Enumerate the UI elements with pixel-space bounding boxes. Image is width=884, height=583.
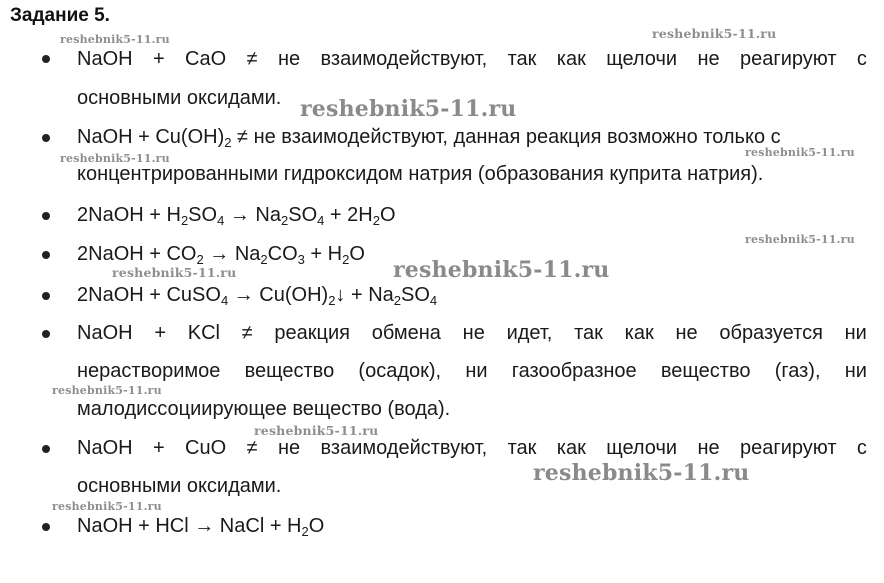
formula-part: O	[379, 204, 396, 226]
word: как	[556, 48, 586, 70]
item-6-line-2	[77, 359, 867, 383]
word: KCl	[187, 322, 220, 344]
word: образуется	[719, 322, 823, 344]
formula-part: → Cu(OH)	[228, 284, 329, 306]
word: с	[856, 48, 867, 70]
word: NaOH	[77, 322, 133, 344]
item-6-line-3: малодиссоциирующее вещество (вода).	[77, 398, 451, 420]
word: не	[675, 322, 698, 344]
subscript: 2	[393, 293, 402, 308]
item-7-line-2: основными оксидами.	[77, 475, 282, 497]
subscript: 2	[224, 135, 232, 150]
word: не	[697, 48, 720, 70]
subscript: 2	[196, 252, 204, 267]
item-1-line-1	[77, 47, 867, 71]
watermark: reshebnik5-11.ru	[745, 233, 855, 246]
word: не	[462, 322, 485, 344]
word: CaO	[185, 48, 227, 70]
word: (осадок),	[358, 360, 442, 382]
word: не	[697, 437, 720, 459]
word: ≠	[246, 437, 258, 459]
subscript: 2	[372, 213, 380, 228]
bullet	[42, 212, 50, 220]
watermark: reshebnik5-11.ru	[652, 26, 777, 41]
word: реагируют	[740, 48, 837, 70]
subscript: 2	[342, 252, 350, 267]
formula-part: O	[308, 515, 325, 537]
bullet	[42, 251, 50, 259]
item-5-equation	[77, 283, 437, 307]
formula-part: SO	[401, 284, 430, 306]
subscript: 4	[317, 213, 325, 228]
watermark: reshebnik5-11.ru	[254, 423, 379, 438]
subscript: 3	[297, 252, 305, 267]
word: ни	[844, 360, 867, 382]
word: +	[152, 437, 165, 459]
item-8-equation	[77, 514, 324, 538]
word: ≠	[241, 322, 253, 344]
subscript: 2	[281, 213, 289, 228]
word: как	[624, 322, 654, 344]
subscript: 2	[328, 293, 336, 308]
word: обмена	[371, 322, 441, 344]
bullet	[42, 523, 50, 531]
bullet	[42, 445, 50, 453]
subscript: 2	[180, 213, 189, 228]
bullet	[42, 134, 50, 142]
word: ни	[465, 360, 488, 382]
subscript: 4	[429, 293, 438, 308]
word: как	[556, 437, 586, 459]
bullet	[42, 330, 50, 338]
formula-part: + H	[304, 243, 343, 265]
formula-part: 2NaOH + CuSO	[77, 284, 221, 306]
word: газообразное	[511, 360, 637, 382]
word: щелочи	[606, 48, 678, 70]
word: щелочи	[606, 437, 678, 459]
word: +	[154, 322, 166, 344]
item-1-line-2: основными оксидами.	[77, 87, 282, 109]
watermark: reshebnik5-11.ru	[60, 33, 170, 46]
formula-part: 2NaOH + CO	[77, 243, 197, 265]
word: так	[507, 437, 537, 459]
word: нерастворимое	[77, 360, 221, 382]
word: не	[277, 48, 301, 70]
word: вещество	[660, 360, 751, 382]
watermark: reshebnik5-11.ru	[52, 500, 162, 513]
word: NaOH	[77, 48, 133, 70]
formula-part: → Na	[203, 243, 261, 265]
subscript: 2	[260, 252, 268, 267]
watermark: reshebnik5-11.ru	[112, 265, 237, 280]
formula-part: + 2H	[324, 204, 373, 226]
item-2-line-2: концентрированными гидроксидом натрия (образования куприта натрия).	[77, 163, 764, 185]
subscript: 4	[217, 213, 225, 228]
word: NaOH	[77, 437, 133, 459]
word: +	[152, 48, 165, 70]
watermark: reshebnik5-11.ru	[745, 146, 855, 159]
word: реакция	[274, 322, 350, 344]
formula-part: O	[349, 243, 365, 265]
item-6-line-1	[77, 321, 867, 345]
formula-part: SO	[288, 204, 318, 226]
formula-part: CO	[267, 243, 298, 265]
word: не	[277, 437, 301, 459]
word: CuO	[185, 437, 227, 459]
item-3-equation	[77, 203, 396, 227]
formula-part: SO	[188, 204, 218, 226]
formula-part: NaOH + Cu(OH)	[77, 126, 225, 148]
word: так	[574, 322, 603, 344]
formula-part: ↓ + Na	[335, 284, 394, 306]
word: ≠	[246, 48, 258, 70]
subscript: 4	[220, 293, 229, 308]
watermark: reshebnik5-11.ru	[533, 460, 750, 486]
word: так	[507, 48, 537, 70]
bullet	[42, 292, 50, 300]
formula-part: → Na	[224, 204, 281, 226]
bullet	[42, 55, 50, 63]
item-2-line-1	[77, 125, 781, 149]
word: взаимодействуют,	[320, 437, 488, 459]
formula-part: 2NaOH + H	[77, 204, 181, 226]
word: (газ),	[774, 360, 821, 382]
item-7-line-1	[77, 436, 867, 460]
word: ни	[844, 322, 867, 344]
word: с	[856, 437, 867, 459]
word: идет,	[506, 322, 553, 344]
task-title: Задание 5.	[10, 5, 110, 26]
watermark: reshebnik5-11.ru	[300, 96, 517, 122]
item-4-equation	[77, 242, 365, 266]
subscript: 2	[301, 524, 309, 539]
formula-part: ≠ не взаимодействуют, данная реакция возможно только с	[231, 126, 781, 148]
word: вещество	[244, 360, 335, 382]
formula-part: NaOH + HCl → NaCl + H	[77, 515, 302, 537]
watermark: reshebnik5-11.ru	[60, 152, 170, 165]
watermark: reshebnik5-11.ru	[393, 257, 610, 283]
watermark: reshebnik5-11.ru	[52, 384, 162, 397]
word: взаимодействуют,	[320, 48, 488, 70]
word: реагируют	[740, 437, 837, 459]
